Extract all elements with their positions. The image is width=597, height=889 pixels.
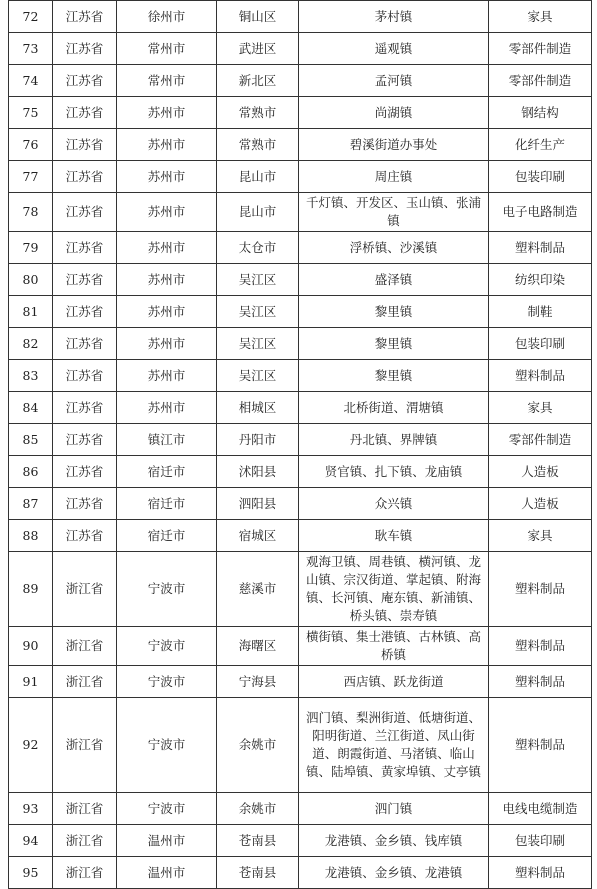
- district-cell: 泗阳县: [217, 488, 299, 520]
- row-number-cell: 88: [9, 520, 53, 552]
- province-cell: 江苏省: [53, 520, 117, 552]
- table-row: [9, 825, 592, 857]
- industry-cell: 塑料制品: [489, 857, 592, 889]
- province-cell: 浙江省: [53, 627, 117, 666]
- city-cell: 徐州市: [117, 1, 217, 33]
- province-cell: 江苏省: [53, 264, 117, 296]
- province-cell: 江苏省: [53, 33, 117, 65]
- province-cell: 江苏省: [53, 360, 117, 392]
- industry-cell: 人造板: [489, 488, 592, 520]
- towns-cell: 丹北镇、界牌镇: [299, 424, 489, 456]
- city-cell: 宁波市: [117, 698, 217, 793]
- city-cell: 苏州市: [117, 129, 217, 161]
- city-cell: 苏州市: [117, 161, 217, 193]
- industry-cell: 塑料制品: [489, 627, 592, 666]
- industry-cell: 钢结构: [489, 97, 592, 129]
- industry-cluster-table: [8, 0, 592, 889]
- industry-cell: 塑料制品: [489, 666, 592, 698]
- towns-cell: 观海卫镇、周巷镇、横河镇、龙山镇、宗汉街道、掌起镇、附海镇、长河镇、庵东镇、新浦镇、桥头镇、崇寿镇: [299, 552, 489, 627]
- table-row: [9, 666, 592, 698]
- industry-cell: 电线电缆制造: [489, 793, 592, 825]
- towns-cell: 盛泽镇: [299, 264, 489, 296]
- province-cell: 浙江省: [53, 825, 117, 857]
- city-cell: 苏州市: [117, 328, 217, 360]
- row-number-cell: 80: [9, 264, 53, 296]
- city-cell: 苏州市: [117, 296, 217, 328]
- industry-cell: 塑料制品: [489, 232, 592, 264]
- table-row: [9, 392, 592, 424]
- city-cell: 苏州市: [117, 232, 217, 264]
- table-row: [9, 520, 592, 552]
- district-cell: 昆山市: [217, 161, 299, 193]
- table-row: [9, 627, 592, 666]
- province-cell: 江苏省: [53, 296, 117, 328]
- row-number-cell: 81: [9, 296, 53, 328]
- city-cell: 宿迁市: [117, 488, 217, 520]
- towns-cell: 龙港镇、金乡镇、钱库镇: [299, 825, 489, 857]
- city-cell: 苏州市: [117, 97, 217, 129]
- city-cell: 常州市: [117, 65, 217, 97]
- row-number-cell: 89: [9, 552, 53, 627]
- province-cell: 江苏省: [53, 97, 117, 129]
- industry-cell: 包装印刷: [489, 825, 592, 857]
- province-cell: 浙江省: [53, 793, 117, 825]
- district-cell: 铜山区: [217, 1, 299, 33]
- towns-cell: 黎里镇: [299, 360, 489, 392]
- industry-cell: 化纤生产: [489, 129, 592, 161]
- row-number-cell: 79: [9, 232, 53, 264]
- province-cell: 江苏省: [53, 1, 117, 33]
- row-number-cell: 93: [9, 793, 53, 825]
- province-cell: 浙江省: [53, 698, 117, 793]
- city-cell: 宁波市: [117, 793, 217, 825]
- table-row: [9, 328, 592, 360]
- towns-cell: 黎里镇: [299, 296, 489, 328]
- city-cell: 常州市: [117, 33, 217, 65]
- industry-cell: 人造板: [489, 456, 592, 488]
- row-number-cell: 77: [9, 161, 53, 193]
- table-row: [9, 193, 592, 232]
- district-cell: 慈溪市: [217, 552, 299, 627]
- industry-cell: 包装印刷: [489, 328, 592, 360]
- district-cell: 常熟市: [217, 97, 299, 129]
- industry-cell: 包装印刷: [489, 161, 592, 193]
- industry-cell: 电子电路制造: [489, 193, 592, 232]
- row-number-cell: 92: [9, 698, 53, 793]
- row-number-cell: 72: [9, 1, 53, 33]
- district-cell: 吴江区: [217, 328, 299, 360]
- row-number-cell: 87: [9, 488, 53, 520]
- industry-cell: 塑料制品: [489, 360, 592, 392]
- city-cell: 宁波市: [117, 627, 217, 666]
- province-cell: 江苏省: [53, 456, 117, 488]
- industry-cell: 纺织印染: [489, 264, 592, 296]
- city-cell: 宁波市: [117, 666, 217, 698]
- district-cell: 海曙区: [217, 627, 299, 666]
- district-cell: 吴江区: [217, 264, 299, 296]
- province-cell: 江苏省: [53, 65, 117, 97]
- industry-cell: 家具: [489, 392, 592, 424]
- table-row: [9, 857, 592, 889]
- towns-cell: 茅村镇: [299, 1, 489, 33]
- towns-cell: 北桥街道、渭塘镇: [299, 392, 489, 424]
- district-cell: 武进区: [217, 33, 299, 65]
- province-cell: 江苏省: [53, 424, 117, 456]
- table-row: [9, 264, 592, 296]
- towns-cell: 周庄镇: [299, 161, 489, 193]
- industry-cell: 家具: [489, 1, 592, 33]
- province-cell: 江苏省: [53, 328, 117, 360]
- table-row: [9, 161, 592, 193]
- towns-cell: 贤官镇、扎下镇、龙庙镇: [299, 456, 489, 488]
- district-cell: 太仓市: [217, 232, 299, 264]
- towns-cell: 遥观镇: [299, 33, 489, 65]
- district-cell: 苍南县: [217, 825, 299, 857]
- row-number-cell: 91: [9, 666, 53, 698]
- row-number-cell: 75: [9, 97, 53, 129]
- row-number-cell: 78: [9, 193, 53, 232]
- city-cell: 宿迁市: [117, 520, 217, 552]
- industry-cell: 塑料制品: [489, 698, 592, 793]
- table-row: [9, 698, 592, 793]
- table-row: [9, 65, 592, 97]
- industry-cell: 家具: [489, 520, 592, 552]
- province-cell: 江苏省: [53, 392, 117, 424]
- district-cell: 新北区: [217, 65, 299, 97]
- table-row: [9, 1, 592, 33]
- row-number-cell: 73: [9, 33, 53, 65]
- city-cell: 苏州市: [117, 264, 217, 296]
- table-row: [9, 552, 592, 627]
- towns-cell: 泗门镇: [299, 793, 489, 825]
- row-number-cell: 74: [9, 65, 53, 97]
- district-cell: 吴江区: [217, 360, 299, 392]
- towns-cell: 西店镇、跃龙街道: [299, 666, 489, 698]
- towns-cell: 浮桥镇、沙溪镇: [299, 232, 489, 264]
- row-number-cell: 94: [9, 825, 53, 857]
- towns-cell: 尚湖镇: [299, 97, 489, 129]
- table-row: [9, 424, 592, 456]
- table-row: [9, 129, 592, 161]
- industry-cell: 零部件制造: [489, 424, 592, 456]
- city-cell: 温州市: [117, 857, 217, 889]
- district-cell: 宁海县: [217, 666, 299, 698]
- row-number-cell: 86: [9, 456, 53, 488]
- towns-cell: 泗门镇、梨洲街道、低塘街道、阳明街道、兰江街道、凤山街道、朗霞街道、马渚镇、临山镇、陆埠镇、黄家埠镇、丈亭镇: [299, 698, 489, 793]
- row-number-cell: 95: [9, 857, 53, 889]
- towns-cell: 众兴镇: [299, 488, 489, 520]
- towns-cell: 碧溪街道办事处: [299, 129, 489, 161]
- district-cell: 沭阳县: [217, 456, 299, 488]
- district-cell: 常熟市: [217, 129, 299, 161]
- industry-cell: 零部件制造: [489, 33, 592, 65]
- table-row: [9, 296, 592, 328]
- district-cell: 宿城区: [217, 520, 299, 552]
- province-cell: 浙江省: [53, 552, 117, 627]
- district-cell: 吴江区: [217, 296, 299, 328]
- district-cell: 相城区: [217, 392, 299, 424]
- city-cell: 苏州市: [117, 360, 217, 392]
- table-row: [9, 793, 592, 825]
- city-cell: 宿迁市: [117, 456, 217, 488]
- table-row: [9, 488, 592, 520]
- province-cell: 浙江省: [53, 857, 117, 889]
- towns-cell: 龙港镇、金乡镇、龙港镇: [299, 857, 489, 889]
- table-row: [9, 456, 592, 488]
- province-cell: 江苏省: [53, 193, 117, 232]
- district-cell: 余姚市: [217, 793, 299, 825]
- row-number-cell: 84: [9, 392, 53, 424]
- city-cell: 苏州市: [117, 193, 217, 232]
- table-row: [9, 360, 592, 392]
- towns-cell: 横街镇、集士港镇、古林镇、高桥镇: [299, 627, 489, 666]
- towns-cell: 千灯镇、开发区、玉山镇、张浦镇: [299, 193, 489, 232]
- towns-cell: 黎里镇: [299, 328, 489, 360]
- towns-cell: 孟河镇: [299, 65, 489, 97]
- row-number-cell: 82: [9, 328, 53, 360]
- industry-cell: 制鞋: [489, 296, 592, 328]
- table-row: [9, 97, 592, 129]
- table-row: [9, 232, 592, 264]
- district-cell: 昆山市: [217, 193, 299, 232]
- province-cell: 江苏省: [53, 488, 117, 520]
- industry-cell: 塑料制品: [489, 552, 592, 627]
- province-cell: 江苏省: [53, 129, 117, 161]
- row-number-cell: 83: [9, 360, 53, 392]
- row-number-cell: 90: [9, 627, 53, 666]
- district-cell: 苍南县: [217, 857, 299, 889]
- row-number-cell: 76: [9, 129, 53, 161]
- city-cell: 温州市: [117, 825, 217, 857]
- industry-cell: 零部件制造: [489, 65, 592, 97]
- city-cell: 镇江市: [117, 424, 217, 456]
- table-body: [9, 1, 592, 889]
- towns-cell: 耿车镇: [299, 520, 489, 552]
- city-cell: 宁波市: [117, 552, 217, 627]
- district-cell: 余姚市: [217, 698, 299, 793]
- table-row: [9, 33, 592, 65]
- city-cell: 苏州市: [117, 392, 217, 424]
- province-cell: 江苏省: [53, 161, 117, 193]
- province-cell: 浙江省: [53, 666, 117, 698]
- row-number-cell: 85: [9, 424, 53, 456]
- district-cell: 丹阳市: [217, 424, 299, 456]
- province-cell: 江苏省: [53, 232, 117, 264]
